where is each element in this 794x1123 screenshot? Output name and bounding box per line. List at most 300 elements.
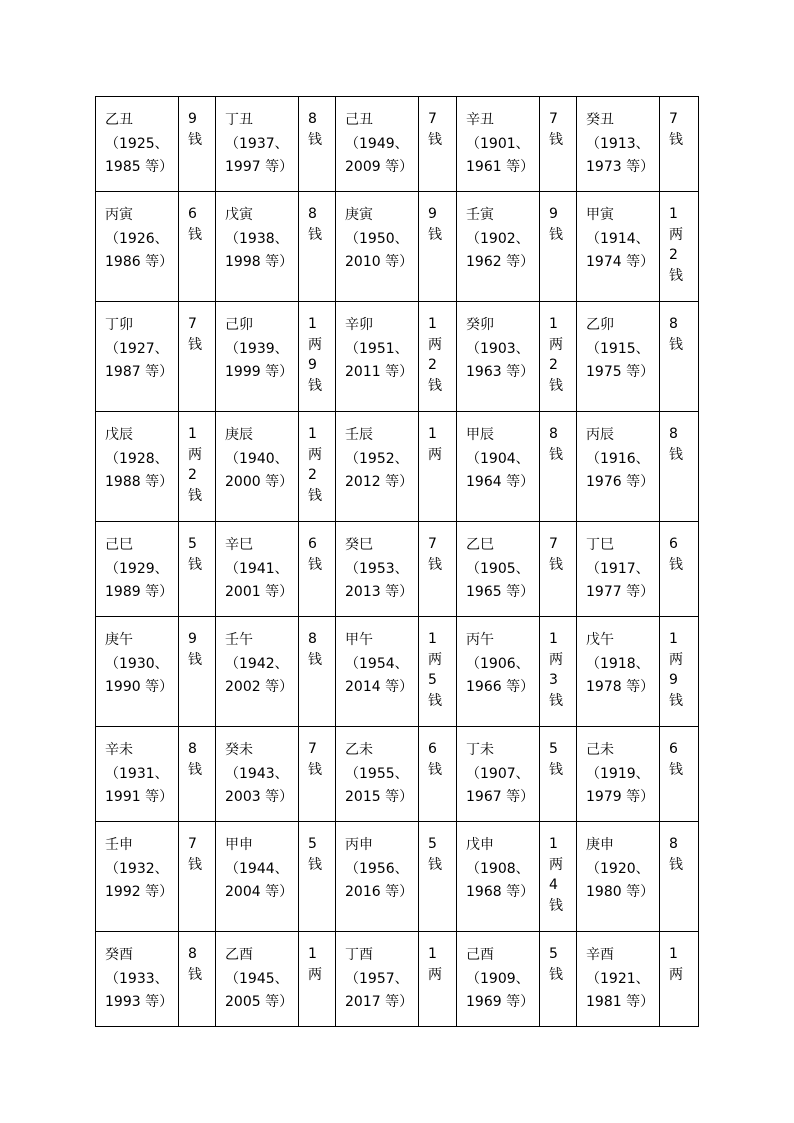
weight-cell [179, 932, 216, 1027]
weight-value: 钱 [669, 336, 683, 353]
ganzhi-cell [577, 617, 660, 727]
year-range: 2016 等） [345, 884, 414, 900]
weight-value: 6 [669, 536, 678, 552]
year-range: （1942、 [225, 655, 289, 672]
weight-value: 7 [428, 111, 437, 127]
bone-weight-table [95, 96, 699, 1027]
ganzhi-cell [96, 412, 179, 522]
weight-cell [299, 302, 336, 412]
ganzhi-cell [577, 192, 660, 302]
ganzhi-cell [216, 727, 299, 822]
year-range: 2004 等） [225, 884, 294, 900]
weight-value: 钱 [549, 966, 563, 983]
weight-value: 7 [188, 836, 197, 852]
ganzhi-cell [96, 97, 179, 192]
weight-cell [540, 192, 577, 302]
year-range: （1951、 [345, 340, 409, 357]
table-row [96, 932, 699, 1027]
year-range: 1968 等） [466, 884, 535, 900]
year-range: 1966 等） [466, 679, 535, 695]
weight-value: 钱 [669, 131, 683, 148]
weight-value: 5 [308, 836, 317, 852]
year-range: （1919、 [586, 765, 650, 782]
weight-value: 3 [549, 672, 558, 688]
year-range: （1937、 [225, 135, 289, 152]
weight-value: 钱 [308, 556, 322, 573]
year-range: 2012 等） [345, 474, 414, 490]
weight-value: 钱 [188, 131, 202, 148]
ganzhi-name: 己酉 [466, 947, 494, 963]
ganzhi-name: 壬申 [105, 837, 133, 853]
year-range: 1961 等） [466, 159, 535, 175]
weight-value: 7 [308, 741, 317, 757]
year-range: 1973 等） [586, 159, 655, 175]
weight-value: 钱 [669, 692, 683, 709]
year-range: （1921、 [586, 970, 650, 987]
year-range: 1963 等） [466, 364, 535, 380]
weight-cell [179, 192, 216, 302]
weight-value: 8 [308, 111, 317, 127]
weight-cell [660, 522, 699, 617]
weight-cell [179, 822, 216, 932]
ganzhi-name: 戊寅 [225, 207, 253, 223]
weight-cell [660, 302, 699, 412]
year-range: （1905、 [466, 560, 530, 577]
weight-value: 1 [428, 631, 437, 647]
year-range: （1931、 [105, 765, 169, 782]
weight-value: 5 [428, 836, 437, 852]
year-range: （1909、 [466, 970, 530, 987]
weight-value: 两 [549, 336, 563, 353]
weight-value: 9 [308, 357, 317, 373]
weight-value: 1 [669, 946, 678, 962]
weight-value: 8 [308, 206, 317, 222]
weight-cell [419, 302, 457, 412]
weight-cell [179, 522, 216, 617]
weight-cell [299, 97, 336, 192]
weight-cell [299, 617, 336, 727]
ganzhi-cell [457, 932, 540, 1027]
year-range: 1999 等） [225, 364, 294, 380]
year-range: （1943、 [225, 765, 289, 782]
year-range: （1929、 [105, 560, 169, 577]
table-row [96, 822, 699, 932]
ganzhi-cell [577, 822, 660, 932]
weight-value: 两 [669, 226, 683, 243]
ganzhi-name: 辛巳 [225, 537, 253, 553]
weight-value: 8 [549, 426, 558, 442]
weight-value: 两 [428, 966, 442, 983]
year-range: （1932、 [105, 860, 169, 877]
weight-cell [419, 97, 457, 192]
weight-value: 钱 [669, 446, 683, 463]
ganzhi-cell [577, 727, 660, 822]
weight-value: 两 [188, 446, 202, 463]
ganzhi-cell [336, 822, 419, 932]
year-range: 1965 等） [466, 584, 535, 600]
ganzhi-cell [96, 617, 179, 727]
year-range: （1907、 [466, 765, 530, 782]
ganzhi-name: 庚申 [586, 837, 614, 853]
weight-value: 4 [549, 877, 558, 893]
year-range: （1902、 [466, 230, 530, 247]
weight-value: 两 [428, 446, 442, 463]
weight-value: 5 [428, 672, 437, 688]
ganzhi-cell [457, 617, 540, 727]
ganzhi-cell [216, 617, 299, 727]
year-range: 1981 等） [586, 994, 655, 1010]
weight-value: 钱 [188, 226, 202, 243]
weight-cell [660, 617, 699, 727]
weight-value: 钱 [669, 856, 683, 873]
year-range: 1986 等） [105, 254, 174, 270]
year-range: （1957、 [345, 970, 409, 987]
year-range: （1913、 [586, 135, 650, 152]
weight-value: 8 [669, 316, 678, 332]
weight-value: 1 [428, 946, 437, 962]
weight-value: 两 [308, 446, 322, 463]
year-range: 1964 等） [466, 474, 535, 490]
year-range: 2011 等） [345, 364, 414, 380]
ganzhi-name: 庚寅 [345, 207, 373, 223]
year-range: 1997 等） [225, 159, 294, 175]
weight-cell [540, 727, 577, 822]
weight-value: 2 [188, 467, 197, 483]
year-range: 2002 等） [225, 679, 294, 695]
weight-value: 钱 [308, 377, 322, 394]
year-range: 1987 等） [105, 364, 174, 380]
weight-value: 9 [188, 631, 197, 647]
ganzhi-cell [577, 412, 660, 522]
year-range: （1952、 [345, 450, 409, 467]
weight-cell [299, 932, 336, 1027]
weight-value: 钱 [549, 761, 563, 778]
table-row [96, 412, 699, 522]
weight-value: 9 [549, 206, 558, 222]
weight-value: 钱 [188, 487, 202, 504]
weight-value: 钱 [308, 487, 322, 504]
year-range: 1969 等） [466, 994, 535, 1010]
ganzhi-cell [336, 302, 419, 412]
ganzhi-cell [457, 97, 540, 192]
year-range: （1925、 [105, 135, 169, 152]
ganzhi-name: 丙申 [345, 837, 373, 853]
weight-value: 钱 [549, 226, 563, 243]
ganzhi-cell [216, 822, 299, 932]
weight-value: 钱 [669, 761, 683, 778]
year-range: 2013 等） [345, 584, 414, 600]
ganzhi-name: 戊午 [586, 632, 614, 648]
ganzhi-cell [96, 727, 179, 822]
weight-value: 7 [549, 536, 558, 552]
weight-value: 8 [188, 946, 197, 962]
ganzhi-cell [96, 822, 179, 932]
weight-cell [419, 617, 457, 727]
ganzhi-cell [96, 932, 179, 1027]
weight-value: 钱 [549, 556, 563, 573]
weight-value: 钱 [428, 226, 442, 243]
weight-value: 8 [308, 631, 317, 647]
year-range: 1979 等） [586, 789, 655, 805]
ganzhi-cell [216, 302, 299, 412]
weight-value: 1 [428, 426, 437, 442]
year-range: （1933、 [105, 970, 169, 987]
year-range: （1940、 [225, 450, 289, 467]
ganzhi-name: 丁未 [466, 742, 494, 758]
weight-value: 钱 [549, 897, 563, 914]
table-row [96, 192, 699, 302]
weight-value: 6 [188, 206, 197, 222]
year-range: 1962 等） [466, 254, 535, 270]
weight-value: 两 [308, 336, 322, 353]
weight-cell [540, 97, 577, 192]
weight-cell [299, 192, 336, 302]
weight-value: 6 [308, 536, 317, 552]
year-range: 1976 等） [586, 474, 655, 490]
year-range: （1938、 [225, 230, 289, 247]
weight-value: 两 [428, 336, 442, 353]
year-range: 2000 等） [225, 474, 294, 490]
year-range: （1930、 [105, 655, 169, 672]
ganzhi-name: 丁丑 [225, 112, 253, 128]
table-row [96, 302, 699, 412]
ganzhi-cell [457, 727, 540, 822]
ganzhi-name: 壬辰 [345, 427, 373, 443]
weight-value: 7 [669, 111, 678, 127]
weight-value: 钱 [188, 966, 202, 983]
weight-cell [660, 412, 699, 522]
weight-cell [419, 522, 457, 617]
ganzhi-name: 丙午 [466, 632, 494, 648]
ganzhi-cell [336, 932, 419, 1027]
year-range: 2017 等） [345, 994, 414, 1010]
ganzhi-name: 丙辰 [586, 427, 614, 443]
ganzhi-name: 壬午 [225, 632, 253, 648]
ganzhi-name: 丁酉 [345, 947, 373, 963]
weight-value: 8 [669, 836, 678, 852]
weight-cell [419, 412, 457, 522]
weight-value: 1 [428, 316, 437, 332]
weight-value: 两 [308, 966, 322, 983]
year-range: 2010 等） [345, 254, 414, 270]
year-range: （1945、 [225, 970, 289, 987]
weight-value: 9 [188, 111, 197, 127]
weight-value: 钱 [549, 131, 563, 148]
ganzhi-name: 乙酉 [225, 947, 253, 963]
weight-value: 9 [428, 206, 437, 222]
weight-value: 钱 [308, 651, 322, 668]
ganzhi-name: 癸丑 [586, 112, 614, 128]
weight-value: 1 [308, 946, 317, 962]
ganzhi-name: 癸未 [225, 742, 253, 758]
ganzhi-cell [96, 192, 179, 302]
ganzhi-cell [336, 522, 419, 617]
ganzhi-cell [336, 192, 419, 302]
year-range: 1991 等） [105, 789, 174, 805]
ganzhi-name: 乙卯 [586, 317, 614, 333]
year-range: （1903、 [466, 340, 530, 357]
weight-value: 7 [549, 111, 558, 127]
weight-cell [660, 727, 699, 822]
year-range: （1914、 [586, 230, 650, 247]
weight-value: 5 [549, 741, 558, 757]
weight-value: 钱 [669, 267, 683, 284]
weight-cell [179, 97, 216, 192]
ganzhi-name: 乙巳 [466, 537, 494, 553]
weight-value: 2 [428, 357, 437, 373]
ganzhi-name: 癸卯 [466, 317, 494, 333]
year-range: （1939、 [225, 340, 289, 357]
year-range: 1975 等） [586, 364, 655, 380]
weight-value: 钱 [188, 761, 202, 778]
weight-value: 两 [549, 856, 563, 873]
year-range: 1974 等） [586, 254, 655, 270]
weight-value: 1 [549, 836, 558, 852]
weight-value: 7 [188, 316, 197, 332]
ganzhi-name: 己丑 [345, 112, 373, 128]
ganzhi-cell [216, 97, 299, 192]
weight-value: 钱 [428, 761, 442, 778]
weight-cell [540, 412, 577, 522]
year-range: 2014 等） [345, 679, 414, 695]
weight-value: 1 [669, 206, 678, 222]
weight-value: 钱 [188, 651, 202, 668]
weight-cell [660, 822, 699, 932]
year-range: 1993 等） [105, 994, 174, 1010]
ganzhi-name: 戊申 [466, 837, 494, 853]
ganzhi-cell [577, 302, 660, 412]
ganzhi-name: 丙寅 [105, 207, 133, 223]
year-range: 1988 等） [105, 474, 174, 490]
weight-cell [179, 412, 216, 522]
weight-value: 两 [669, 966, 683, 983]
year-range: （1917、 [586, 560, 650, 577]
table-row [96, 727, 699, 822]
weight-value: 5 [549, 946, 558, 962]
year-range: （1915、 [586, 340, 650, 357]
ganzhi-cell [457, 522, 540, 617]
weight-cell [299, 727, 336, 822]
table-body [96, 97, 699, 1027]
ganzhi-name: 辛未 [105, 742, 133, 758]
weight-value: 钱 [428, 556, 442, 573]
year-range: 2001 等） [225, 584, 294, 600]
table-row [96, 97, 699, 192]
weight-value: 1 [669, 631, 678, 647]
year-range: 1990 等） [105, 679, 174, 695]
ganzhi-name: 己未 [586, 742, 614, 758]
table-row [96, 522, 699, 617]
weight-value: 钱 [308, 226, 322, 243]
year-range: 2015 等） [345, 789, 414, 805]
weight-cell [540, 522, 577, 617]
ganzhi-cell [336, 727, 419, 822]
weight-value: 2 [669, 247, 678, 263]
weight-value: 1 [188, 426, 197, 442]
ganzhi-cell [96, 302, 179, 412]
weight-value: 1 [308, 426, 317, 442]
weight-cell [419, 192, 457, 302]
year-range: （1956、 [345, 860, 409, 877]
ganzhi-cell [457, 412, 540, 522]
weight-value: 钱 [428, 856, 442, 873]
ganzhi-name: 辛酉 [586, 947, 614, 963]
year-range: （1954、 [345, 655, 409, 672]
ganzhi-name: 戊辰 [105, 427, 133, 443]
weight-cell [419, 727, 457, 822]
ganzhi-cell [216, 932, 299, 1027]
ganzhi-name: 己卯 [225, 317, 253, 333]
weight-value: 7 [428, 536, 437, 552]
year-range: 1978 等） [586, 679, 655, 695]
weight-value: 两 [428, 651, 442, 668]
year-range: 1977 等） [586, 584, 655, 600]
year-range: 1992 等） [105, 884, 174, 900]
year-range: （1904、 [466, 450, 530, 467]
ganzhi-name: 癸酉 [105, 947, 133, 963]
ganzhi-cell [336, 97, 419, 192]
weight-value: 钱 [308, 856, 322, 873]
weight-cell [660, 192, 699, 302]
weight-value: 钱 [428, 377, 442, 394]
table-row [96, 617, 699, 727]
year-range: （1926、 [105, 230, 169, 247]
year-range: （1918、 [586, 655, 650, 672]
weight-value: 6 [669, 741, 678, 757]
weight-cell [540, 617, 577, 727]
year-range: （1953、 [345, 560, 409, 577]
weight-value: 钱 [428, 692, 442, 709]
weight-value: 钱 [549, 377, 563, 394]
year-range: （1927、 [105, 340, 169, 357]
year-range: 1998 等） [225, 254, 294, 270]
weight-value: 9 [669, 672, 678, 688]
ganzhi-cell [216, 412, 299, 522]
weight-value: 钱 [669, 556, 683, 573]
weight-cell [660, 97, 699, 192]
ganzhi-name: 庚辰 [225, 427, 253, 443]
weight-value: 钱 [188, 856, 202, 873]
weight-cell [299, 822, 336, 932]
weight-value: 6 [428, 741, 437, 757]
year-range: 2003 等） [225, 789, 294, 805]
weight-cell [299, 522, 336, 617]
weight-value: 1 [549, 631, 558, 647]
weight-cell [299, 412, 336, 522]
weight-cell [179, 727, 216, 822]
weight-value: 1 [308, 316, 317, 332]
ganzhi-cell [577, 932, 660, 1027]
weight-value: 钱 [428, 131, 442, 148]
ganzhi-cell [216, 192, 299, 302]
weight-value: 钱 [188, 556, 202, 573]
year-range: 1989 等） [105, 584, 174, 600]
year-range: （1950、 [345, 230, 409, 247]
year-range: （1928、 [105, 450, 169, 467]
weight-cell [419, 822, 457, 932]
ganzhi-cell [216, 522, 299, 617]
year-range: 2009 等） [345, 159, 414, 175]
year-range: （1916、 [586, 450, 650, 467]
ganzhi-cell [457, 192, 540, 302]
ganzhi-cell [457, 302, 540, 412]
year-range: （1955、 [345, 765, 409, 782]
weight-value: 钱 [308, 131, 322, 148]
ganzhi-name: 乙未 [345, 742, 373, 758]
weight-value: 钱 [308, 761, 322, 778]
ganzhi-cell [577, 522, 660, 617]
weight-value: 8 [669, 426, 678, 442]
